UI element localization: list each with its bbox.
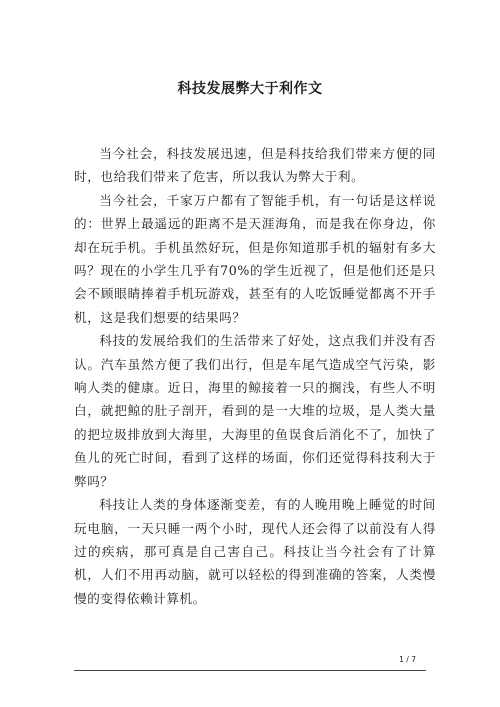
document-body <box>74 142 436 610</box>
paragraph: 科技让人类的身体逐渐变差，有的人晚用晚上睡觉的时间玩电脑，一天只睡一两个小时，现代人还会得了以前没有人得过的疾病，那可真是自己害自己。科技让当今社会有了计算机，人们不用再动脑，就可以轻松的得到准确的答案，人类慢慢的变得依赖计算机。 <box>74 497 436 606</box>
document-title: 科技发展弊大于利作文 <box>177 81 323 97</box>
paragraph: 当今社会，千家万户都有了智能手机，有一句话是这样说的：世界上最遥远的距离不是天涯海角，而是我在你身边，你却在玩手机。手机虽然好玩，但是你知道那手机的辐射有多大吗？现在的小学生几乎有70%的学生近视了，但是他们还是只会不顾眼睛捧着手机玩游戏，甚至有的人吃饭睡觉都离不开手机，这是我们想要的结果吗？ <box>74 192 436 325</box>
paragraph: 当今社会，科技发展迅速，但是科技给我们带来方便的同时，也给我们带来了危害，所以我认为弊大于利。 <box>74 146 436 185</box>
paragraph: 科技的发展给我们的生活带来了好处，这点我们并没有否认。汽车虽然方便了我们出行，但是车尾气造成空气污染，影响人类的健康。近日，海里的鲸接着一只的搁浅，有些人不明白，就把鲸的肚子剖开，看到的是一大堆的垃圾，是人类大量的把垃圾排放到大海里，大海里的鱼误食后消化不了，加快了鱼儿的死亡时间，看到了这样的场面，你们还觉得科技利大于弊吗？ <box>74 333 436 489</box>
footer-divider <box>74 670 426 671</box>
page-number: 1 / 7 <box>399 655 416 664</box>
